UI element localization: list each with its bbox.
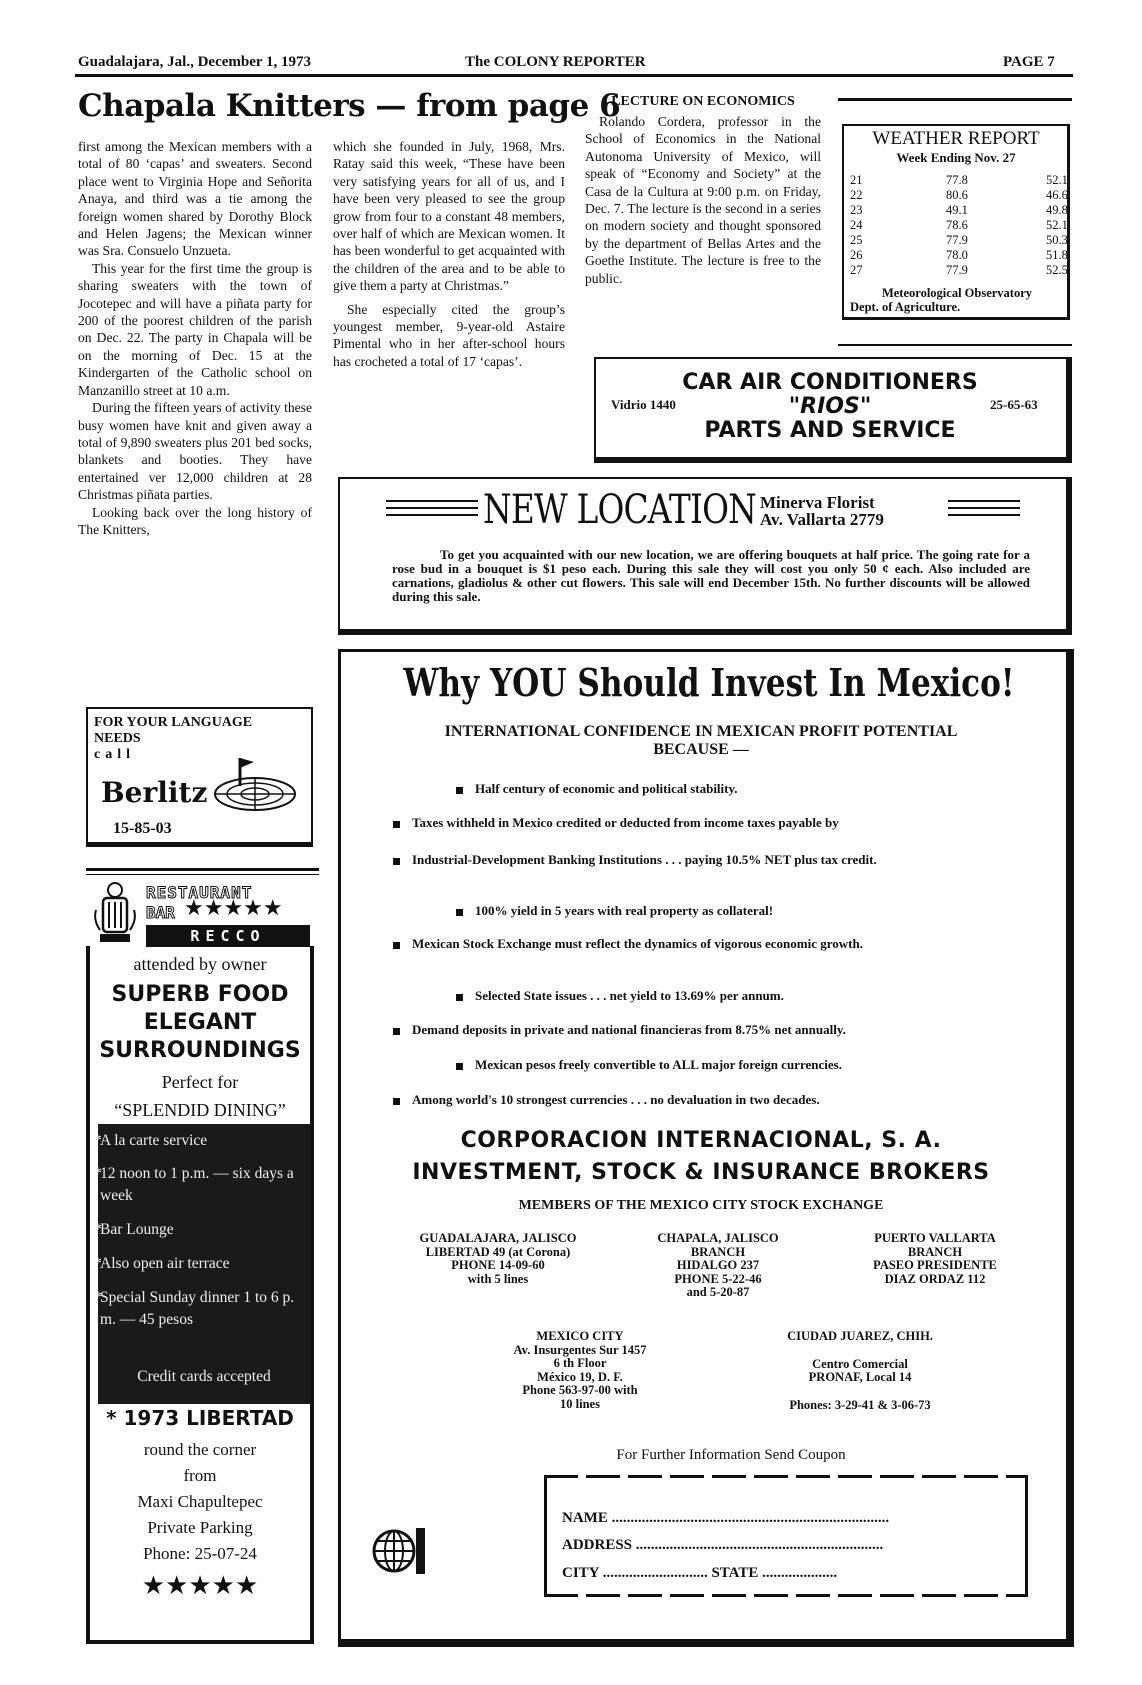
weather-title: WEATHER REPORT bbox=[872, 128, 1040, 149]
invest-bullet bbox=[393, 936, 1029, 952]
invest-bullet-text: Mexican pesos freely convertible to ALL major foreign currencies. bbox=[475, 1057, 842, 1072]
florist-body: To get you acquainted with our new location, we are offering bouquets at half price. The going rate for a rose bud in a bouquet is $1 peso each. During this sale they will cost you only 50 ¢ each. Also included are carnations, gladiolus & other cut flowers. This sale will end December 15th. No further discounts will be allowed during this sale. bbox=[392, 547, 1030, 604]
branch-line: CIUDAD JUAREZ, CHIH. bbox=[787, 1329, 933, 1343]
page-dateline: Guadalajara, Jal., December 1, 1973 bbox=[78, 54, 312, 70]
restaurant-direction-line: round the corner bbox=[143, 1440, 257, 1459]
weather-low: 52.5 bbox=[1046, 263, 1068, 277]
restaurant-perfect-line: “SPLENDID DINING” bbox=[114, 1100, 286, 1120]
restaurant-attended: attended by owner bbox=[133, 954, 267, 974]
restaurant-bottom-stars: ★★★★★ bbox=[141, 1571, 259, 1601]
invest-bullet bbox=[393, 815, 1043, 831]
weather-day: 22 bbox=[850, 188, 863, 202]
restaurant-slogan-line: SURROUNDINGS bbox=[99, 1038, 301, 1063]
branch-line: HIDALGO 237 bbox=[676, 1258, 760, 1272]
berlitz-logo: Berlitz bbox=[101, 776, 208, 809]
weather-high: 77.9 bbox=[946, 263, 968, 277]
corporacion-logo-icon bbox=[370, 1522, 428, 1580]
invest-bullet bbox=[393, 1022, 1043, 1038]
coupon-name-label: NAME bbox=[562, 1510, 608, 1526]
page-number: PAGE 7 bbox=[1003, 54, 1055, 70]
lecture-title: LECTURE ON ECONOMICS bbox=[611, 94, 795, 109]
invest-members: MEMBERS OF THE MEXICO CITY STOCK EXCHANGE bbox=[518, 1198, 884, 1213]
invest-subtitle-line: BECAUSE — bbox=[653, 741, 749, 758]
weather-high: 80.6 bbox=[946, 188, 968, 202]
bullet-icon bbox=[456, 1063, 463, 1070]
article-paragraph: This year for the first time the group is sharing sweaters with the town of Jocotepec and will have a piñata party for 200 of the poorest children of the parish on Dec. 22. The party in Chapala will be on the morning of Dec. 15 at the Kindergarten of the Catholic school on Manzanillo street at 10 a.m. bbox=[78, 260, 312, 398]
branch-line bbox=[745, 1385, 975, 1399]
restaurant-slogan-line: SUPERB FOOD bbox=[111, 982, 289, 1007]
bullet-icon bbox=[456, 787, 463, 794]
invest-bullet bbox=[456, 1057, 1056, 1073]
branch-guadalajara bbox=[398, 1232, 598, 1286]
weather-low: 52.1 bbox=[1046, 218, 1068, 232]
bullet-icon bbox=[456, 909, 463, 916]
restaurant-crest-icon bbox=[92, 880, 138, 946]
branch-line: DIAZ ORDAZ 112 bbox=[884, 1271, 986, 1286]
article-paragraph: first among the Mexican members with a total of 80 ‘capas’ and sweaters. Second place went to Virginia Hope and Señorita Anaya, and third was a tie among the foreign women shared by Dorothy Block and Helen Jagens; the Mexican winner was Sra. Consuelo Unzueta. bbox=[78, 139, 312, 259]
berlitz-line: FOR YOUR LANGUAGE bbox=[94, 715, 253, 730]
branch-line: and 5-20-87 bbox=[686, 1285, 750, 1299]
weather-high: 49.1 bbox=[946, 203, 968, 217]
bullet-icon bbox=[456, 994, 463, 1001]
lecture-notice bbox=[585, 94, 821, 287]
coupon-city-label: CITY bbox=[562, 1565, 599, 1581]
restaurant-direction-line: from bbox=[183, 1466, 217, 1485]
restaurant-service-item: * 12 noon to 1 p.m. — six days a week bbox=[94, 1165, 294, 1204]
weather-day: 25 bbox=[850, 233, 863, 247]
invest-bullet-text: Taxes withheld in Mexico credited or deducted from income taxes payable by bbox=[412, 815, 839, 830]
invest-brokers: INVESTMENT, STOCK & INSURANCE BROKERS bbox=[412, 1160, 990, 1185]
branch-line: Centro Comercial bbox=[812, 1356, 908, 1371]
invest-subtitle-line: INTERNATIONAL CONFIDENCE IN MEXICAN PROFIT POTENTIAL bbox=[444, 723, 958, 740]
branch-line: CHAPALA, JALISCO bbox=[657, 1231, 779, 1245]
article-paragraph: which she founded in July, 1968, Mrs. Ratay said this week, “These have been very satisfying years for all of us, and I have been very pleased to see the group grow from four to a constant 48 members, over half of which are Mexican women. It has been wonderful to get acquainted with the children of the area and to be able to give them a party at Christmas.” bbox=[333, 139, 565, 294]
branch-line: PUERTO VALLARTA bbox=[874, 1231, 996, 1245]
weather-low: 50.3 bbox=[1046, 233, 1068, 247]
restaurant-slogan-line: ELEGANT bbox=[143, 1010, 257, 1035]
branch-mexico-city bbox=[475, 1330, 685, 1411]
coupon-address-label: ADDRESS bbox=[562, 1537, 633, 1553]
coupon-state-label: STATE bbox=[711, 1565, 759, 1581]
branch-line: PHONE 5-22-46 bbox=[674, 1271, 762, 1286]
weather-day: 21 bbox=[850, 173, 863, 187]
restaurant-slogan bbox=[90, 981, 310, 1065]
restaurant-service-text: Special Sunday dinner 1 to 6 p. m. — 45 pesos bbox=[100, 1289, 295, 1328]
restaurant-perfect bbox=[90, 1068, 310, 1124]
weather-day: 26 bbox=[850, 248, 863, 262]
restaurant-direction-line: Maxi Chapultepec bbox=[137, 1492, 263, 1511]
coupon-name-field[interactable]: NAME .......................................................................... bbox=[562, 1510, 890, 1526]
invest-bullet bbox=[393, 852, 1029, 868]
coupon-address-field[interactable]: ADDRESS .................................................................. bbox=[562, 1537, 884, 1553]
invest-bullet bbox=[456, 903, 1056, 919]
berlitz-phone: 15-85-03 bbox=[113, 820, 172, 837]
restaurant-direction-line: Private Parking bbox=[147, 1518, 253, 1537]
restaurant-service-text: 12 noon to 1 p.m. — six days a week bbox=[100, 1165, 294, 1204]
weather-day: 23 bbox=[850, 203, 863, 217]
branch-line: GUADALAJARA, JALISCO bbox=[419, 1231, 577, 1245]
restaurant-directions bbox=[90, 1437, 310, 1567]
weather-source-line: Dept. of Agriculture. bbox=[850, 300, 961, 314]
bullet-icon bbox=[393, 821, 400, 828]
car-ac-parts: PARTS AND SERVICE bbox=[704, 418, 956, 443]
article-paragraph: During the fifteen years of activity these busy women have knit and given away a total of 9,890 sweaters plus 201 bed socks, blankets and booties. They have entertained ver 12,000 children at 28 Christmas piñata parties. bbox=[78, 400, 312, 503]
header-rule bbox=[75, 74, 1073, 77]
weather-subtitle: Week Ending Nov. 27 bbox=[896, 150, 1016, 165]
restaurant-service-item: * A la carte service bbox=[94, 1132, 208, 1149]
invest-corp-name: CORPORACION INTERNACIONAL, S. A. bbox=[460, 1128, 942, 1153]
restaurant-address: * 1973 LIBERTAD bbox=[106, 1406, 294, 1430]
invest-bullet bbox=[393, 1092, 1043, 1108]
car-ac-address: Vidrio 1440 bbox=[611, 397, 676, 412]
restaurant-service-item: * Also open air terrace bbox=[94, 1255, 230, 1272]
weather-day: 24 bbox=[850, 218, 863, 232]
branch-line: Phone 563-97-00 with bbox=[522, 1383, 638, 1397]
coupon-intro: For Further Information Send Coupon bbox=[616, 1447, 846, 1463]
invest-bullet-text: Demand deposits in private and national financieras from 8.75% net annually. bbox=[412, 1022, 846, 1037]
car-ac-headline: CAR AIR CONDITIONERS bbox=[682, 370, 978, 395]
bullet-icon bbox=[393, 858, 400, 865]
invest-bullet-text: 100% yield in 5 years with real property as collateral! bbox=[475, 903, 774, 918]
florist-address: Av. Vallarta 2779 bbox=[760, 510, 884, 529]
article-headline: Chapala Knitters — from page 6 bbox=[78, 88, 621, 124]
branch-line: LIBERTAD 49 (at Corona) bbox=[425, 1244, 571, 1259]
restaurant-service-text: A la carte service bbox=[100, 1132, 208, 1149]
car-ac-name: "RIOS" bbox=[788, 394, 872, 419]
branch-line: PHONE 14-09-60 bbox=[451, 1258, 545, 1272]
branch-line: México 19, D. F. bbox=[537, 1369, 623, 1384]
branch-line: 6 th Floor bbox=[553, 1356, 607, 1370]
branch-line: PASEO PRESIDENTE bbox=[873, 1258, 997, 1272]
weather-high: 78.6 bbox=[946, 218, 968, 232]
branch-line: Av. Insurgentes Sur 1457 bbox=[513, 1342, 647, 1357]
branch-line: MEXICO CITY bbox=[536, 1329, 624, 1343]
invest-bullet bbox=[456, 988, 1056, 1004]
florist-name-address bbox=[760, 494, 884, 528]
article-column-2 bbox=[333, 138, 565, 370]
invest-bullet-text: Selected State issues . . . net yield to 13.69% per annum. bbox=[475, 988, 784, 1003]
weather-high: 77.9 bbox=[946, 233, 968, 247]
weather-source-line: Meteorological Observatory bbox=[881, 286, 1033, 300]
invest-bullet-text: Among world's 10 strongest currencies . . . no devaluation in two decades. bbox=[412, 1092, 820, 1107]
bullet-icon bbox=[393, 1098, 400, 1105]
newspaper-name: The COLONY REPORTER bbox=[465, 54, 646, 70]
weather-high: 78.0 bbox=[946, 248, 968, 262]
branch-line: PRONAF, Local 14 bbox=[808, 1370, 912, 1384]
branch-line: BRANCH bbox=[690, 1244, 746, 1259]
bullet-icon bbox=[393, 1028, 400, 1035]
invest-subtitle bbox=[338, 723, 1064, 759]
weather-low: 52.1 bbox=[1046, 173, 1068, 187]
restaurant-service-item: * Special Sunday dinner 1 to 6 p. m. — 45 pesos bbox=[94, 1289, 295, 1328]
restaurant-service-text: Bar Lounge bbox=[100, 1221, 174, 1238]
bullet-icon bbox=[393, 942, 400, 949]
branch-line: BRANCH bbox=[907, 1244, 963, 1259]
article-column-1 bbox=[78, 138, 312, 538]
branch-ciudad-juarez bbox=[745, 1330, 975, 1412]
restaurant-recco: RECCO bbox=[146, 925, 310, 947]
weather-high: 77.8 bbox=[946, 173, 968, 187]
invest-bullet-text: Industrial-Development Banking Institutions . . . paying 10.5% NET plus tax credit. bbox=[412, 852, 877, 867]
restaurant-service-item: * Bar Lounge bbox=[94, 1221, 174, 1238]
invest-bullet bbox=[456, 781, 1056, 797]
restaurant-stars: ★★★★★ bbox=[184, 896, 283, 921]
branch-puerto-vallarta bbox=[830, 1232, 1040, 1286]
florist-name: Minerva Florist bbox=[760, 493, 875, 512]
restaurant-perfect-line: Perfect for bbox=[161, 1072, 239, 1092]
branch-line bbox=[745, 1344, 975, 1358]
car-ac-phone: 25-65-63 bbox=[990, 397, 1038, 412]
restaurant-bar-label: BAR bbox=[146, 903, 175, 922]
invest-bullet-text: Mexican Stock Exchange must reflect the dynamics of vigorous economic growth. bbox=[412, 936, 863, 951]
weather-day: 27 bbox=[850, 263, 863, 277]
branch-line: with 5 lines bbox=[467, 1271, 529, 1286]
branch-chapala bbox=[618, 1232, 818, 1300]
lecture-body: Rolando Cordera, professor in the School of Economics in the National Autonoma University of Mexico, will speak of “Economy and Society” at the Casa de la Cultura at 9:00 p.m. on Friday, Dec. 7. The lecture is the second in a series on modern society and thought sponsored by the department of Bellas Artes and the Goethe Institute. The lecture is free to the public. bbox=[585, 114, 821, 286]
article-paragraph: Looking back over the long history of The Knitters, bbox=[78, 504, 312, 537]
weather-low: 49.8 bbox=[1046, 203, 1068, 217]
florist-headline: NEW LOCATION bbox=[483, 487, 757, 533]
restaurant-phone: Phone: 25-07-24 bbox=[143, 1544, 257, 1563]
invest-headline: Why YOU Should Invest In Mexico! bbox=[403, 660, 1015, 705]
weather-low: 51.8 bbox=[1046, 248, 1068, 262]
berlitz-line: NEEDS bbox=[94, 731, 141, 746]
weather-source bbox=[846, 286, 1068, 314]
invest-bullet-text: Half century of economic and political stability. bbox=[475, 781, 738, 796]
coupon-city-state-field[interactable]: CITY ............................ STATE .................... bbox=[562, 1565, 838, 1581]
restaurant-service-text: Also open air terrace bbox=[100, 1255, 230, 1272]
weather-low: 46.6 bbox=[1046, 188, 1068, 202]
globe-icon bbox=[210, 752, 300, 814]
article-paragraph: She especially cited the group’s youngest member, 9-year-old Astaire Pimental who in her after-school hours has crocheted a total of 17 ‘capas’. bbox=[333, 301, 565, 369]
branch-line: 10 lines bbox=[560, 1396, 600, 1411]
branch-line: Phones: 3-29-41 & 3-06-73 bbox=[789, 1397, 931, 1412]
berlitz-line: call bbox=[94, 747, 135, 762]
restaurant-credit: Credit cards accepted bbox=[137, 1368, 271, 1385]
restaurant-name: RESTAURANT bbox=[146, 883, 253, 902]
